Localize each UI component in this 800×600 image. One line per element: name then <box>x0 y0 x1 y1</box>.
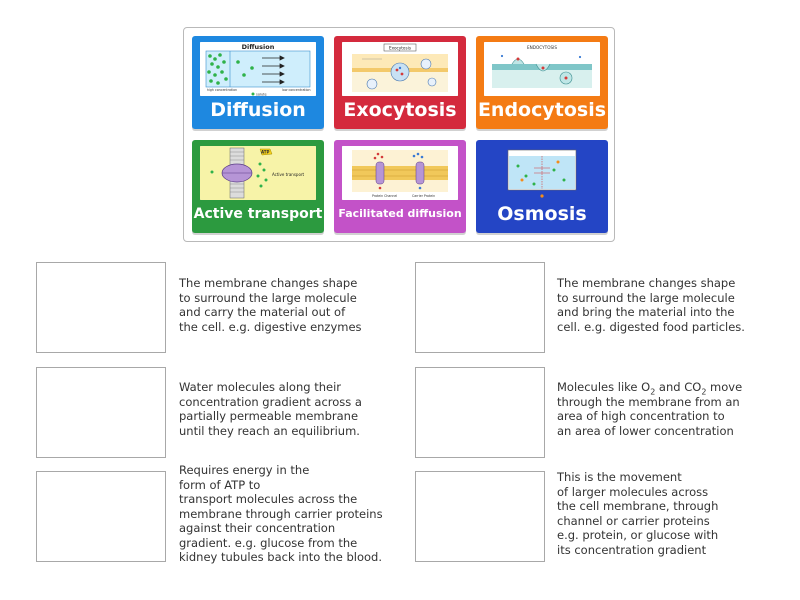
card-label-diffusion: Diffusion <box>210 99 306 121</box>
diffusion-thumb-left: high concentration <box>207 88 238 92</box>
facilitated-thumb-left: Protein Channel <box>372 194 398 198</box>
diffusion-text-part-3: move <box>706 380 743 394</box>
endocytosis-image <box>484 42 600 96</box>
diffusion-thumb-right: low concentration <box>282 88 311 92</box>
card-facilitated-diffusion[interactable] <box>334 140 466 233</box>
diffusion-text-part-4: through the membrane from an area of high concentration to an area of lower concentration <box>557 394 740 438</box>
diffusion-text-sub-1: 2 <box>650 387 656 397</box>
drop-target-5[interactable] <box>36 471 166 562</box>
card-label-facilitated-diffusion: Facilitated diffusion <box>338 207 462 220</box>
drop-target-3[interactable] <box>36 367 166 458</box>
diffusion-text-part-2: and CO <box>655 380 702 394</box>
card-bank <box>183 27 615 242</box>
active-transport-thumb-atp: ATP <box>261 149 270 155</box>
drop-target-2[interactable] <box>415 262 545 353</box>
card-exocytosis[interactable] <box>334 36 466 129</box>
diffusion-thumb-caption: solute <box>256 92 267 96</box>
drop-target-4[interactable] <box>415 367 545 458</box>
endocytosis-thumb-title: ENDOCYTOSIS <box>526 45 558 50</box>
diffusion-thumb-title: Diffusion <box>241 43 275 51</box>
card-active-transport[interactable] <box>192 140 324 233</box>
drop-target-6[interactable] <box>415 471 545 562</box>
diffusion-image <box>200 42 316 96</box>
description-osmosis: Water molecules along their concentration gradient across a partially permeable membrane until they reach an equilibrium. <box>179 380 362 438</box>
osmosis-image <box>484 146 600 200</box>
card-endocytosis[interactable] <box>476 36 608 129</box>
description-exocytosis: The membrane changes shape to surround the large molecule and carry the material out of the cell. e.g. digestive enzymes <box>179 276 362 334</box>
description-active-transport: Requires energy in the form of ATP to transport molecules across the membrane through carrier proteins against their concentration gradient. e.g. glucose from the kidney tubules back into the blood. <box>179 463 383 564</box>
diffusion-text-sub-2: 2 <box>701 387 707 397</box>
drop-target-1[interactable] <box>36 262 166 353</box>
card-label-active-transport: Active transport <box>193 206 323 222</box>
facilitated-thumb-right: Carrier Protein <box>412 194 436 198</box>
diffusion-text-part-1: Molecules like O <box>557 380 651 394</box>
exocytosis-thumb-title: Exocytosis <box>388 45 412 51</box>
active-transport-thumb-title: Active transport <box>272 172 305 177</box>
facilitated-diffusion-image <box>342 146 458 200</box>
description-endocytosis: The membrane changes shape to surround the large molecule and bring the material into the cell. e.g. digested food particles. <box>557 276 745 334</box>
card-label-exocytosis: Exocytosis <box>343 99 457 121</box>
card-label-osmosis: Osmosis <box>497 203 587 225</box>
card-osmosis[interactable] <box>476 140 608 233</box>
description-facilitated-diffusion: This is the movement of larger molecules across the cell membrane, through channel or carrier proteins e.g. protein, or glucose with its concentration gradient <box>557 470 719 557</box>
description-diffusion <box>557 380 775 438</box>
card-diffusion[interactable] <box>192 36 324 129</box>
card-label-endocytosis: Endocytosis <box>477 99 607 121</box>
exocytosis-image <box>342 42 458 96</box>
active-transport-image <box>200 146 316 200</box>
